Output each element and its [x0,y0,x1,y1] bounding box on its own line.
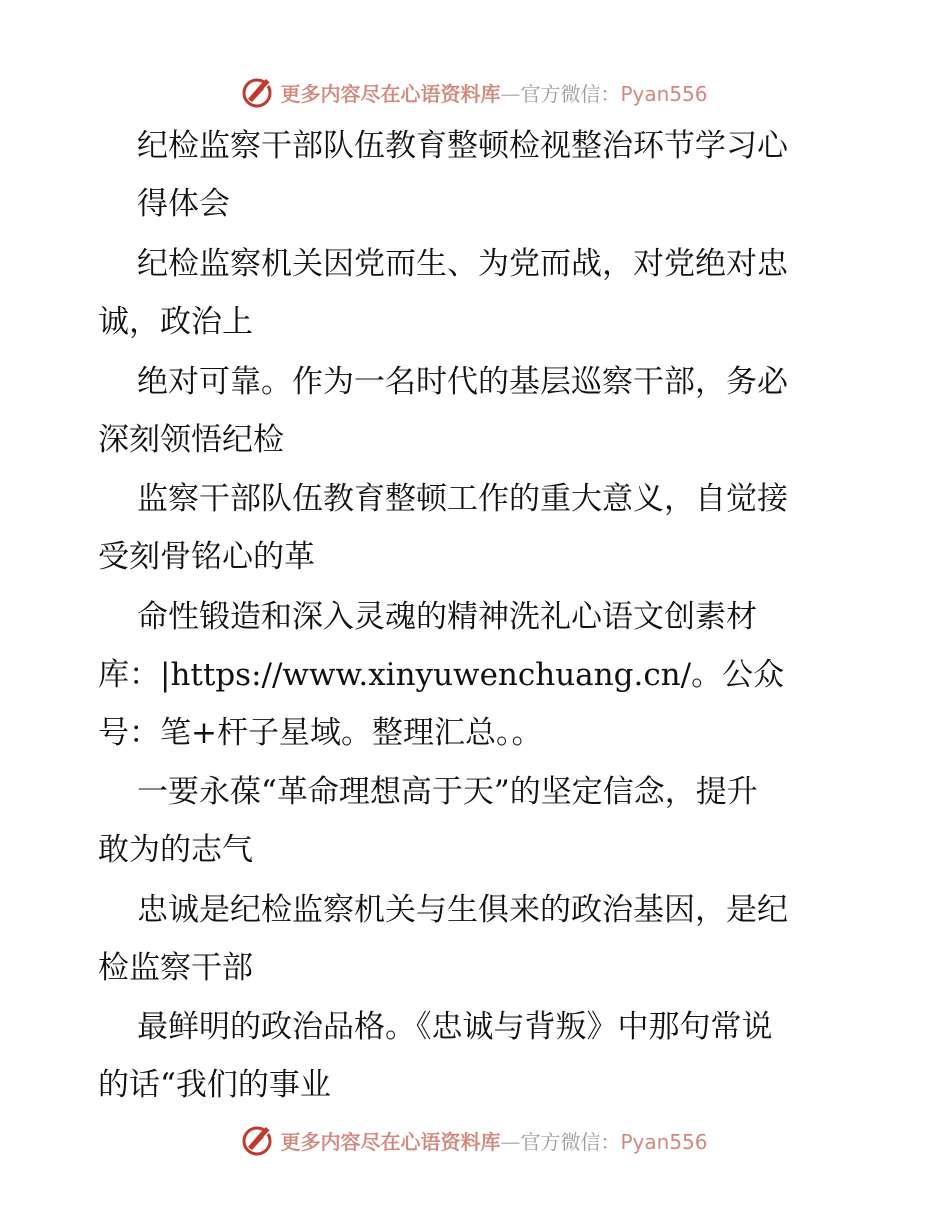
footer-wechat-label: 官方微信： [520,1129,621,1154]
footer-text [280,1126,707,1155]
header-banner [0,72,950,112]
footer-account: Pyan556 [620,1129,708,1154]
pen-logo-icon [242,1123,276,1157]
header-brand: 更多内容尽在心语资料库 [280,81,501,106]
text-line: 受刻骨铭心的革 [98,539,315,575]
text-line: 忠诚是纪检监察机关与生俱来的政治基因，是纪 [137,892,788,928]
text-line: 深刻领悟纪检 [98,422,284,458]
text-line: 最鲜明的政治品格。《忠诚与背叛》中那句常说 [137,1009,773,1045]
text-line: 敢为的志气 [98,832,253,868]
header-account: Pyan556 [620,81,708,106]
text-line: 纪检监察机关因党而生、为党而战，对党绝对忠 [137,246,788,282]
header-wechat-label: 官方微信： [520,81,621,106]
footer-brand: 更多内容尽在心语资料库 [280,1129,501,1154]
text-line: 号：笔+杆子星域。整理汇总。。 [98,715,543,751]
text-line: 一要永葆“革命理想高于天”的坚定信念，提升 [137,774,758,810]
pen-logo-icon [242,75,276,109]
text-line: 命性锻造和深入灵魂的精神洗礼心语文创素材 [137,599,757,635]
header-text [280,78,707,107]
text-line: 监察干部队伍教育整顿工作的重大意义，自觉接 [137,481,788,517]
footer-banner [0,1120,950,1160]
text-line: 的话“我们的事业 [98,1067,331,1103]
text-line: 得体会 [137,186,230,222]
text-line: 库：|https://www.xinyuwenchuang.cn/。公众 [98,657,785,693]
text-line: 绝对可靠。作为一名时代的基层巡察干部，务必 [137,364,788,400]
text-line: 纪检监察干部队伍教育整顿检视整治环节学习心 [137,128,788,164]
header-dash: — [500,81,521,106]
text-line: 诚，政治上 [98,304,253,340]
text-line: 检监察干部 [98,950,253,986]
footer-dash: — [500,1129,521,1154]
